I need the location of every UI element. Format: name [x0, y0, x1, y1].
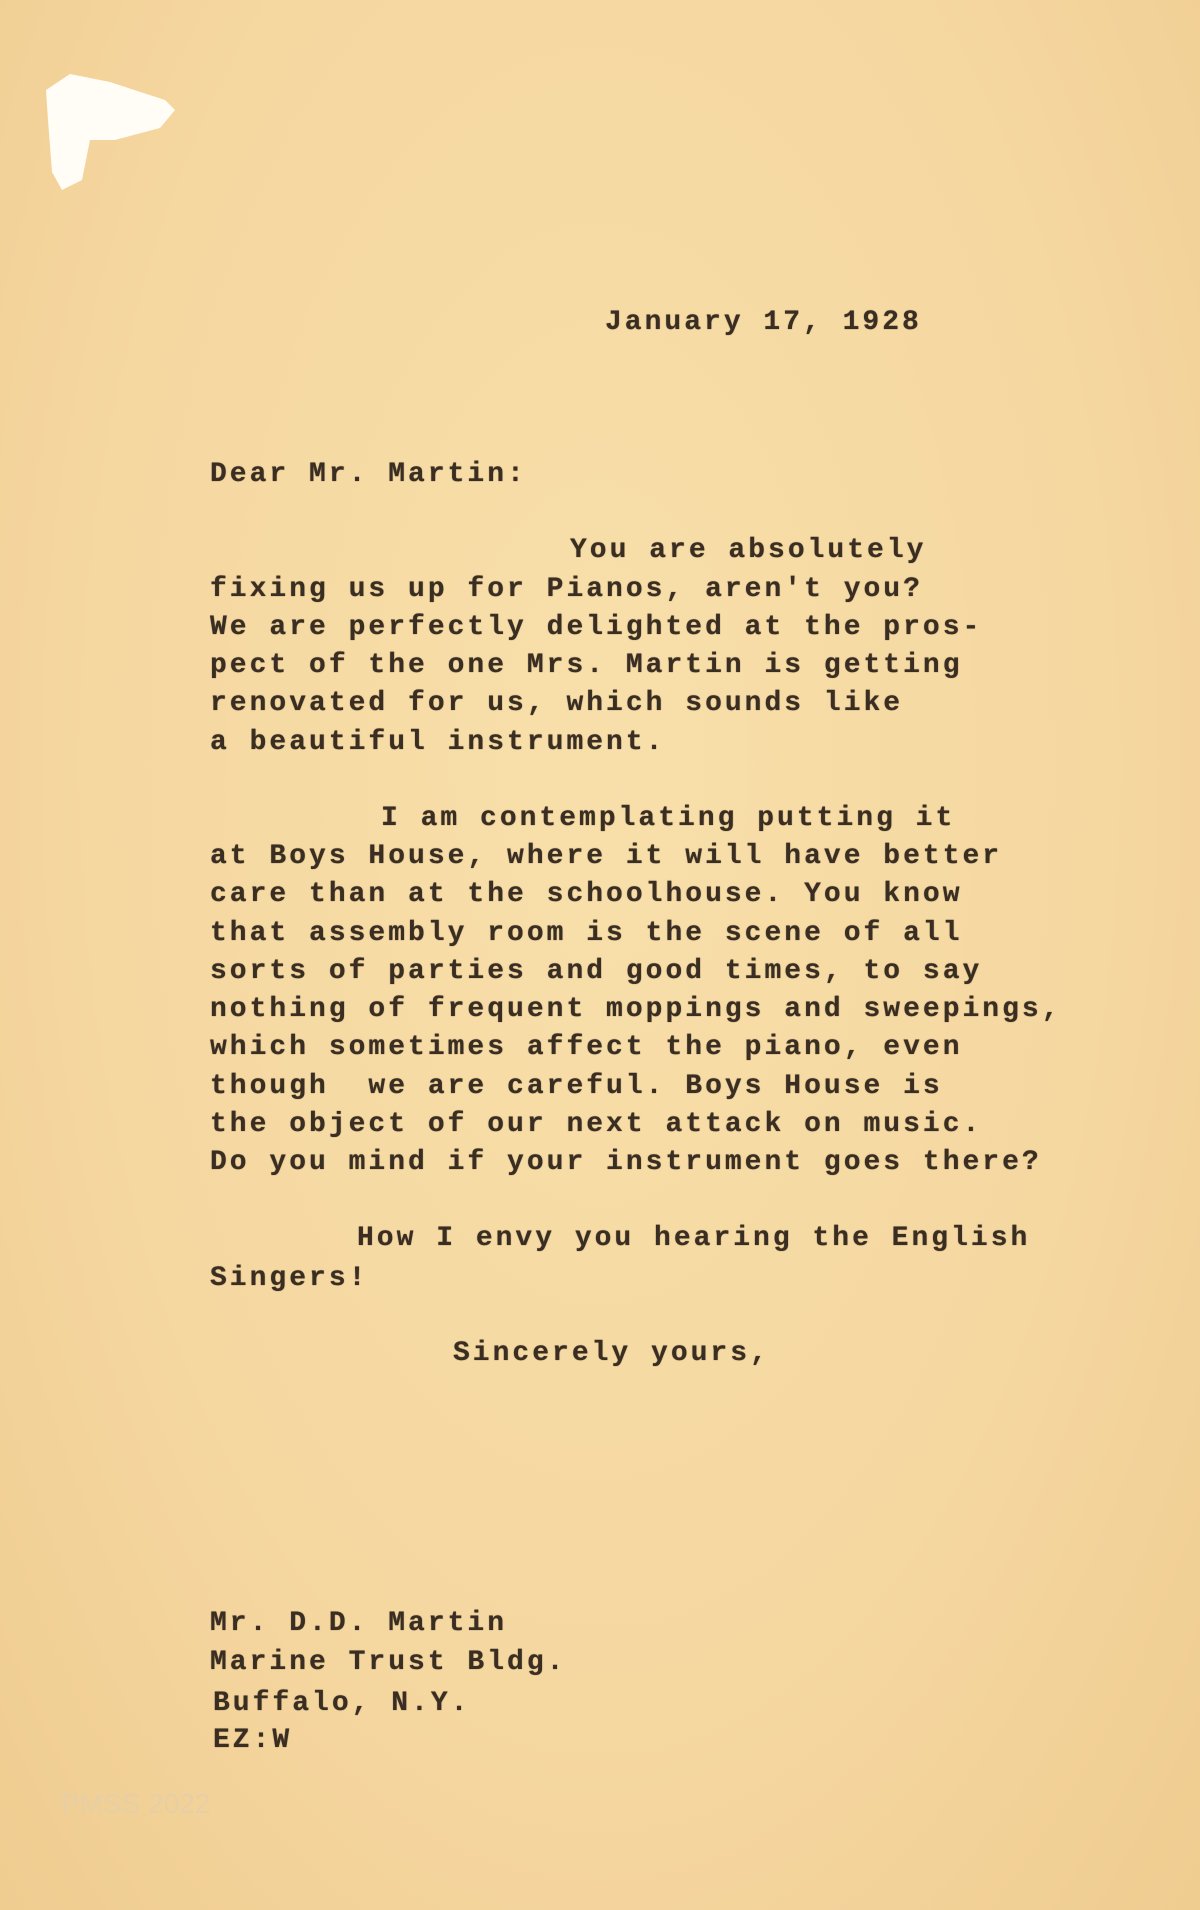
letter-date: January 17, 1928	[605, 307, 922, 338]
text-line: care than at the schoolhouse. You know	[210, 879, 963, 910]
text-line: sorts of parties and good times, to say	[210, 956, 983, 987]
watermark: PMSS 2022	[61, 1788, 211, 1819]
text-line: pect of the one Mrs. Martin is getting	[210, 650, 963, 681]
paper-damage-spot	[0, 0, 200, 200]
text-line: renovated for us, which sounds like	[210, 688, 904, 719]
address-line: Buffalo, N.Y.	[213, 1688, 471, 1719]
salutation: Dear Mr. Martin:	[210, 459, 527, 490]
closing: Sincerely yours,	[453, 1338, 770, 1369]
typist-initials: EZ:W	[213, 1725, 293, 1756]
text-line: You are absolutely	[570, 535, 927, 566]
text-line: How I envy you hearing the English	[357, 1223, 1031, 1254]
text-line: though we are careful. Boys House is	[210, 1071, 943, 1102]
text-line: Singers!	[210, 1263, 369, 1294]
text-line: nothing of frequent moppings and sweepings,	[210, 994, 1062, 1025]
text-line: We are perfectly delighted at the pros-	[210, 612, 983, 643]
address-line: Marine Trust Bldg.	[210, 1647, 567, 1678]
text-line: that assembly room is the scene of all	[210, 918, 963, 949]
text-line: fixing us up for Pianos, aren't you?	[210, 574, 923, 605]
text-line: at Boys House, where it will have better	[210, 841, 1003, 872]
text-line: which sometimes affect the piano, even	[210, 1032, 963, 1063]
address-line: Mr. D.D. Martin	[210, 1608, 508, 1639]
text-line: Do you mind if your instrument goes there?	[210, 1147, 1042, 1178]
text-line: I am contemplating putting it	[381, 803, 956, 834]
text-line: the object of our next attack on music.	[210, 1109, 983, 1140]
text-line: a beautiful instrument.	[210, 727, 666, 758]
